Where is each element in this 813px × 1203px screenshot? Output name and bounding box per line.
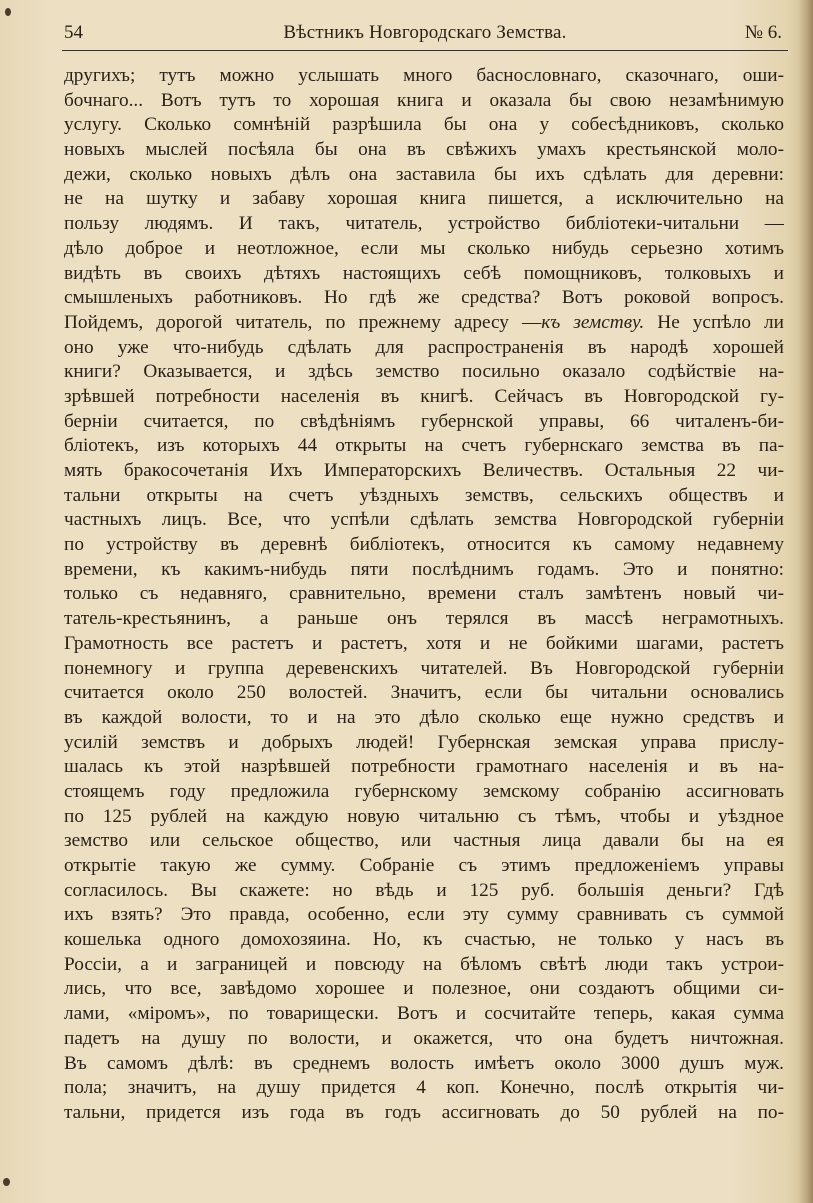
text-line: новыхъ мыслей посѣяла бы она въ свѣжихъ умахъ крестьянской моло- bbox=[64, 139, 784, 161]
text-line: оно уже что-нибудь сдѣлать для распространенія въ народѣ хорошей bbox=[64, 336, 784, 358]
text-line: по устройству въ деревнѣ библіотекъ, относится къ самому недавнему bbox=[64, 534, 784, 556]
text-line: тальни, придется изъ года въ годъ ассигновать до 50 рублей на по- bbox=[64, 1101, 784, 1123]
text-line: татель-крестьянинъ, а раньше онъ терялся въ массѣ неграмотныхъ. bbox=[64, 608, 784, 630]
text-line: пользу людямъ. И такъ, читатель, устройство библіотеки-читальни — bbox=[64, 213, 784, 235]
page-spine-shadow bbox=[799, 0, 813, 1203]
text-line: мять бракосочетанія Ихъ Императорскихъ Величествъ. Остальныя 22 чи- bbox=[64, 460, 784, 481]
text-line-with-italic bbox=[64, 311, 784, 336]
ink-spot bbox=[3, 1178, 10, 1186]
text-line: усилій земствъ и добрыхъ людей! Губернская земская управа прислу- bbox=[64, 731, 784, 753]
journal-title: Вѣстникъ Новгородскаго Земства. bbox=[283, 22, 567, 43]
text-line: земство или сельское общество, или частныя лица давали бы на ея bbox=[64, 830, 784, 852]
text-line: тальни открыты на счетъ уѣздныхъ земствъ, сельскихъ обществъ и bbox=[64, 484, 784, 506]
text-line: берніи считается, по свѣдѣніямъ губернской управы, 66 читаленъ-би- bbox=[64, 410, 784, 432]
text-line: дежи, сколько новыхъ дѣлъ она заставила бы ихъ сдѣлать для деревни: bbox=[64, 163, 784, 185]
text-line: дѣло доброе и неотложное, если мы сколько нибудь серьезно хотимъ bbox=[64, 237, 784, 259]
italic-phrase: къ земству. bbox=[541, 311, 645, 333]
text-line: стоящемъ году предложила губернскому земскому собранію ассигновать bbox=[64, 780, 784, 802]
text-line: видѣть въ своихъ дѣтяхъ настоящихъ себѣ помощниковъ, толковыхъ и bbox=[64, 262, 784, 284]
text-line: зрѣвшей потребности населенія въ книгѣ. Сейчасъ въ Новгородской гу- bbox=[64, 385, 784, 407]
ink-spot bbox=[5, 8, 11, 16]
text-line: падетъ на душу по волости, и окажется, что она будетъ ничтожная. bbox=[64, 1027, 784, 1049]
text-line: по 125 рублей на каждую новую читальню съ тѣмъ, чтобы и уѣздное bbox=[64, 805, 784, 827]
text-line: согласилось. Вы скажете: но вѣдь и 125 руб. большія деньги? Гдѣ bbox=[64, 879, 784, 901]
issue-number: № 6. bbox=[744, 22, 782, 43]
text-line: лами, «міромъ», по товарищески. Вотъ и сосчитайте теперь, какая сумма bbox=[64, 1003, 784, 1025]
text-line: Россіи, а и заграницей и повсюду на бѣломъ свѣтѣ люди такъ устрои- bbox=[64, 953, 784, 975]
header-rule bbox=[62, 50, 788, 51]
text-line: въ каждой волости, то и на это дѣло сколько еще нужно средствъ и bbox=[64, 706, 784, 728]
text-line: Въ самомъ дѣлѣ: въ среднемъ волость имѣетъ около 3000 душъ муж. bbox=[64, 1052, 784, 1074]
text-line: открытіе такую же сумму. Собраніе съ этимъ предложеніемъ управы bbox=[64, 855, 784, 876]
text-line: только съ недавняго, сравнительно, времени сталъ замѣтенъ новый чи- bbox=[64, 583, 784, 605]
text-line: другихъ; тутъ можно услышать много баснословнаго, сказочнаго, оши- bbox=[64, 65, 784, 86]
text-line: шалась къ этой назрѣвшей потребности грамотнаго населенія и въ на- bbox=[64, 756, 784, 778]
page-number: 54 bbox=[64, 22, 83, 43]
text-line: книги? Оказывается, и здѣсь земство посильно оказало содѣйствіе на- bbox=[64, 361, 784, 383]
text-line: бліотекъ, изъ которыхъ 44 открыты на счетъ губернскаго земства въ па- bbox=[64, 435, 784, 457]
text-line: услугу. Сколько сомнѣній разрѣшила бы она у собесѣдниковъ, сколько bbox=[64, 114, 784, 136]
text-line-start: Пойдемъ, дорогой читатель, по прежнему адресу — bbox=[64, 311, 542, 333]
text-line-tail: Не успѣло ли bbox=[644, 311, 784, 333]
text-line: времени, къ какимъ-нибудь пяти послѣднимъ годамъ. Это и понятно: bbox=[64, 558, 784, 580]
text-line: считается около 250 волостей. Значитъ, если бы читальни основались bbox=[64, 682, 784, 704]
text-line: понемногу и группа деревенскихъ читателей. Въ Новгородской губерніи bbox=[64, 657, 784, 679]
text-line: смышленыхъ работниковъ. Но гдѣ же средства? Вотъ роковой вопросъ. bbox=[64, 287, 784, 309]
text-line: не на шутку и забаву хорошая книга пишется, а исключительно на bbox=[64, 188, 784, 210]
text-line: частныхъ лицъ. Все, что успѣли сдѣлать земства Новгородской губерніи bbox=[64, 509, 784, 531]
article-body bbox=[64, 64, 784, 1126]
text-line: кошелька одного домохозяина. Но, къ счастью, не только у насъ въ bbox=[64, 929, 784, 951]
text-line: пола; значитъ, на душу придется 4 коп. Конечно, послѣ открытія чи- bbox=[64, 1077, 784, 1099]
text-line: бочнаго... Вотъ тутъ то хорошая книга и оказала бы свою незамѣнимую bbox=[64, 89, 784, 111]
text-line: лись, что все, завѣдомо хорошее и полезное, они создаютъ общими си- bbox=[64, 978, 784, 1000]
running-header bbox=[64, 18, 786, 48]
text-line: ихъ взять? Это правда, особенно, если эту сумму сравнивать съ суммой bbox=[64, 904, 784, 926]
text-line: Грамотность все растетъ и растетъ, хотя и не бойкими шагами, растетъ bbox=[64, 632, 784, 654]
